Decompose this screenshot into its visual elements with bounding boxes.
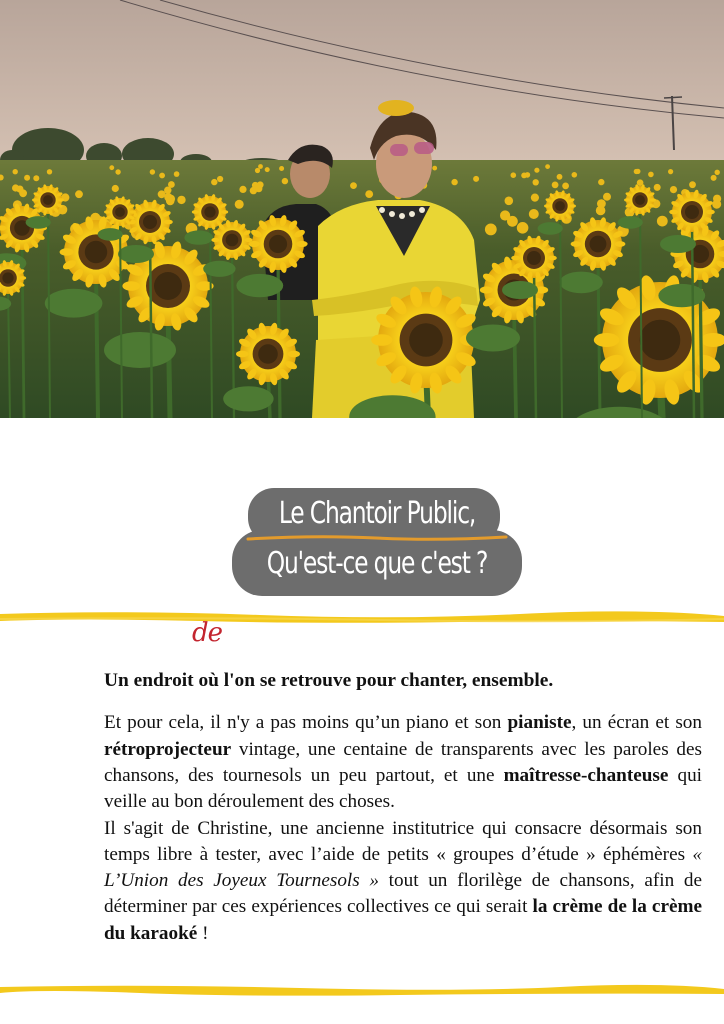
distant-sunflower — [109, 165, 114, 170]
p1-bold-pianiste: pianiste — [507, 712, 572, 734]
distant-sunflower — [657, 216, 668, 227]
p2-text-3: ! — [197, 922, 209, 944]
distant-sunflower — [511, 172, 517, 178]
p1-bold-maitresse: maîtresse-chanteuse — [503, 765, 669, 786]
p2-text-1: Il s'agit de Christine, une ancienne institutrice qui consacre désormais son temps libre à tester, avec l’aide de petits « groupes d’étude » éphémères — [104, 817, 702, 865]
distant-sunflower — [365, 190, 373, 198]
page-title-line-2: Qu'est-ce que c'est ? — [266, 546, 488, 581]
distant-sunflower — [432, 166, 437, 171]
distant-sunflower — [505, 197, 514, 206]
p1-bold-retroprojecteur: rétroprojecteur — [104, 738, 232, 760]
distant-sunflower — [252, 182, 259, 189]
hero-photo — [0, 0, 724, 418]
distant-sunflower — [174, 171, 180, 177]
distant-sunflower — [265, 167, 270, 172]
distant-sunflower — [167, 195, 175, 203]
distant-sunflower — [24, 175, 30, 181]
title-underline — [246, 534, 508, 542]
distant-sunflower — [562, 183, 569, 190]
distant-sunflower — [596, 206, 606, 216]
p2-text-2: tout un florilège de chansons, afin de déterminer par ces expériences collectives ce qui serait — [104, 870, 702, 918]
distant-sunflower — [598, 179, 604, 185]
distant-sunflower — [159, 173, 165, 179]
distant-sunflower — [572, 172, 578, 178]
distant-sunflower — [507, 216, 518, 227]
distant-sunflower — [158, 190, 166, 198]
distant-sunflower — [350, 182, 357, 189]
distant-sunflower — [603, 193, 611, 201]
distant-sunflower — [451, 179, 457, 185]
distant-sunflower — [485, 224, 497, 236]
handwritten-de: de — [192, 618, 223, 648]
p2-bold-creme: la crème de la crème du karaoké — [104, 896, 702, 944]
distant-sunflower — [177, 196, 185, 204]
sunflower-field-image — [0, 0, 724, 418]
p1-text-3: vintage, une centaine de transparents avec les paroles des chansons, des tournesols un peu partout, et une — [104, 738, 702, 786]
distant-sunflower — [47, 169, 52, 174]
distant-sunflower — [521, 173, 527, 179]
distant-sunflower — [33, 175, 39, 181]
p1-text-1: Et pour cela, il n'y a pas moins qu’un piano et son — [104, 712, 508, 734]
distant-sunflower — [545, 164, 550, 169]
distant-sunflower — [282, 178, 288, 184]
distant-sunflower — [75, 190, 83, 198]
yellow-brush-stroke-top — [0, 606, 724, 632]
distant-sunflower — [654, 184, 661, 191]
distant-sunflower — [258, 164, 263, 169]
distant-sunflower — [115, 169, 120, 174]
distant-sunflower — [689, 181, 696, 188]
distant-sunflower — [557, 174, 563, 180]
distant-sunflower — [112, 185, 119, 192]
distant-sunflower — [517, 222, 529, 234]
distant-sunflower — [534, 168, 539, 173]
body-text — [104, 668, 702, 947]
distant-sunflower — [211, 179, 217, 185]
p1-text-4: qui veille au bon déroulement des choses. — [104, 765, 702, 813]
yellow-brush-stroke-bottom — [0, 978, 724, 1004]
distant-sunflower — [235, 200, 244, 209]
distant-sunflower — [473, 176, 479, 182]
distant-sunflower — [668, 169, 673, 174]
p1-text-2: , un écran et son — [571, 712, 702, 734]
distant-sunflower — [531, 194, 539, 202]
distant-sunflower — [635, 169, 640, 174]
distant-sunflower — [648, 172, 654, 178]
distant-sunflower — [217, 176, 223, 182]
distant-sunflower — [529, 209, 539, 219]
p2-italic-union: « L’Union des Joyeux Tournesols » — [104, 843, 702, 892]
distant-sunflower — [164, 187, 171, 194]
distant-sunflower — [711, 175, 717, 181]
title-badge — [232, 486, 522, 604]
distant-sunflower — [19, 189, 27, 197]
distant-sunflower — [670, 186, 677, 193]
distant-sunflower — [552, 182, 559, 189]
distant-sunflower — [715, 170, 720, 175]
distant-sunflower — [279, 166, 284, 171]
lead-sentence: Un endroit où l'on se retrouve pour chanter, ensemble. — [104, 670, 554, 691]
paragraph-2 — [104, 816, 702, 947]
distant-sunflower — [713, 195, 721, 203]
distant-sunflower — [255, 168, 260, 173]
distant-sunflower — [13, 169, 18, 174]
distant-sunflower — [239, 186, 246, 193]
page-title-line-1: Le Chantoir Public, — [278, 496, 476, 531]
paragraph-1 — [104, 710, 702, 815]
distant-sunflower — [150, 169, 155, 174]
distant-sunflower — [533, 179, 539, 185]
